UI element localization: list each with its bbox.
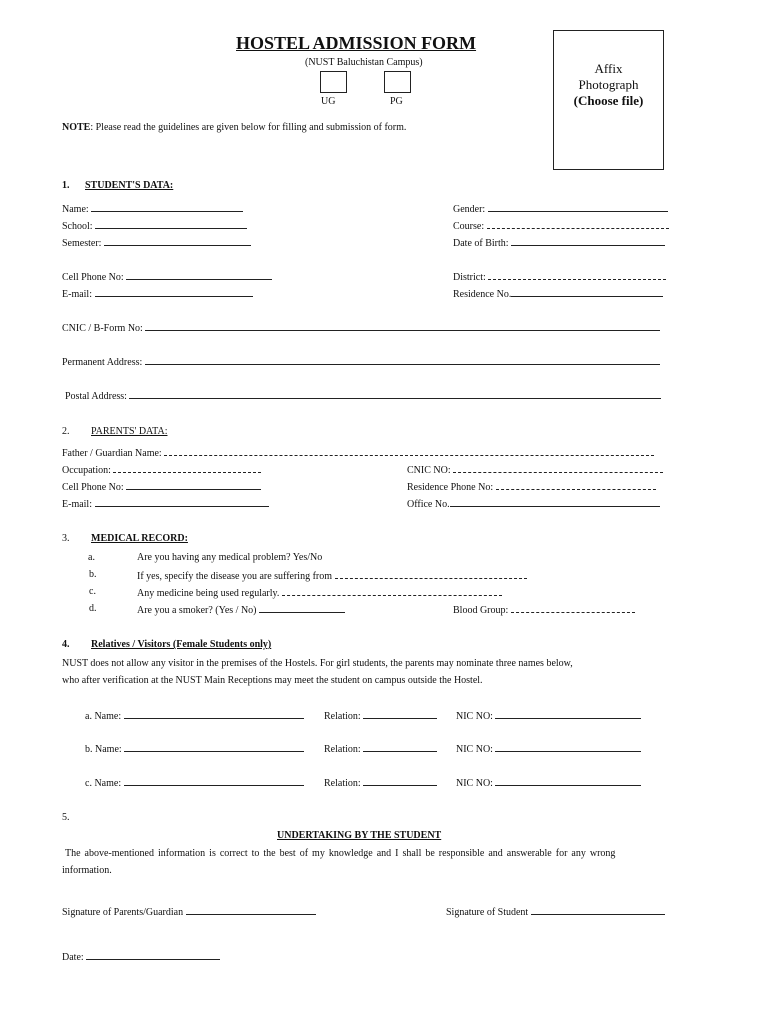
visitor-b-relation-field[interactable] bbox=[324, 742, 437, 755]
student-name-line[interactable] bbox=[91, 202, 243, 212]
campus-subtitle: (NUST Baluchistan Campus) bbox=[305, 57, 423, 68]
medical-b-field[interactable] bbox=[137, 569, 527, 582]
visitor-b-name-line[interactable] bbox=[124, 742, 304, 752]
student-course-label: Course: bbox=[453, 221, 485, 232]
parent-signature-field[interactable] bbox=[62, 905, 316, 918]
student-gender-line[interactable] bbox=[488, 202, 668, 212]
residence-phone-label: Residence Phone No: bbox=[407, 482, 494, 493]
student-email-field[interactable] bbox=[62, 287, 253, 300]
section3-title: MEDICAL RECORD: bbox=[91, 533, 188, 544]
visitor-a-nic-label: NIC NO: bbox=[456, 711, 493, 722]
visitor-b-nic-label: NIC NO: bbox=[456, 744, 493, 755]
visitor-c-relation-line[interactable] bbox=[363, 776, 437, 786]
form-title: HOSTEL ADMISSION FORM bbox=[236, 33, 477, 53]
visitor-b-name-field[interactable] bbox=[85, 742, 304, 755]
permanent-address-label: Permanent Address: bbox=[62, 357, 143, 368]
visitor-c-name-line[interactable] bbox=[124, 776, 304, 786]
occupation-label: Occupation: bbox=[62, 465, 111, 476]
student-cnic-label: CNIC / B-Form No: bbox=[62, 323, 143, 334]
visitor-a-relation-line[interactable] bbox=[363, 709, 437, 719]
medical-d-question: Are you a smoker? (Yes / No) bbox=[137, 605, 257, 616]
parent-email-line[interactable] bbox=[95, 497, 269, 507]
occupation-line[interactable] bbox=[113, 463, 261, 473]
parent-email-label: E-mail: bbox=[62, 499, 92, 510]
visitor-a-relation-field[interactable] bbox=[324, 709, 437, 722]
visitor-a-name-label: a. Name: bbox=[85, 711, 122, 722]
section3-number: 3. bbox=[62, 533, 70, 544]
student-school-line[interactable] bbox=[95, 219, 247, 229]
section2-title: PARENTS' DATA: bbox=[91, 426, 168, 437]
medical-b-line[interactable] bbox=[335, 569, 527, 579]
parent-cnic-line[interactable] bbox=[453, 463, 663, 473]
student-signature-field[interactable] bbox=[446, 905, 665, 918]
visitor-b-nic-field[interactable] bbox=[456, 742, 641, 755]
parent-cnic-label: CNIC NO: bbox=[407, 465, 451, 476]
medical-d-field[interactable] bbox=[137, 603, 345, 616]
postal-address-label: Postal Address: bbox=[65, 391, 127, 402]
visitor-b-nic-line[interactable] bbox=[495, 742, 641, 752]
photo-box[interactable] bbox=[553, 30, 664, 170]
student-name-field[interactable] bbox=[62, 202, 243, 215]
date-field[interactable] bbox=[62, 950, 220, 963]
parent-cell-field[interactable] bbox=[62, 480, 261, 493]
student-semester-line[interactable] bbox=[104, 236, 251, 246]
student-name-label: Name: bbox=[62, 204, 89, 215]
note bbox=[62, 122, 406, 133]
student-cnic-field[interactable] bbox=[62, 321, 660, 334]
visitor-a-nic-field[interactable] bbox=[456, 709, 641, 722]
note-label: NOTE bbox=[62, 122, 91, 133]
photo-photograph-text: Photograph bbox=[578, 77, 639, 92]
visitor-policy-line1: NUST does not allow any visitor in the premises of the Hostels. For girl students, the parents may nominate three names below, bbox=[62, 658, 573, 669]
medical-c-field[interactable] bbox=[137, 586, 502, 599]
student-gender-field[interactable] bbox=[453, 202, 668, 215]
student-cell-line[interactable] bbox=[126, 270, 272, 280]
medical-a-question: Are you having any medical problem? Yes/No bbox=[137, 552, 323, 563]
visitor-c-nic-line[interactable] bbox=[495, 776, 641, 786]
visitor-c-name-label: c. Name: bbox=[85, 778, 122, 789]
student-district-line[interactable] bbox=[488, 270, 666, 280]
parent-cell-label: Cell Phone No: bbox=[62, 482, 124, 493]
guardian-name-line[interactable] bbox=[164, 446, 654, 456]
student-semester-field[interactable] bbox=[62, 236, 251, 249]
visitor-policy-line2: who after verification at the NUST Main Receptions may meet the student on campus outside the Hostel. bbox=[62, 675, 483, 686]
blood-group-field[interactable] bbox=[453, 603, 635, 616]
visitor-b-relation-line[interactable] bbox=[363, 742, 437, 752]
parent-email-field[interactable] bbox=[62, 497, 269, 510]
student-signature-label: Signature of Student bbox=[446, 907, 529, 918]
student-residence-line[interactable] bbox=[511, 287, 663, 297]
visitor-a-relation-label: Relation: bbox=[324, 711, 361, 722]
office-no-field[interactable] bbox=[407, 497, 660, 510]
parent-signature-label: Signature of Parents/Guardian bbox=[62, 907, 184, 918]
blood-group-line[interactable] bbox=[511, 603, 635, 613]
student-district-label: District: bbox=[453, 272, 486, 283]
postal-address-field[interactable] bbox=[65, 389, 661, 402]
student-district-field[interactable] bbox=[453, 270, 666, 283]
section1-title: STUDENT'S DATA: bbox=[85, 180, 174, 191]
visitor-c-relation-label: Relation: bbox=[324, 778, 361, 789]
medical-c-question: Any medicine being used regularly. bbox=[137, 588, 280, 599]
office-no-line[interactable] bbox=[450, 497, 660, 507]
student-cnic-line[interactable] bbox=[145, 321, 660, 331]
medical-d-line[interactable] bbox=[259, 603, 345, 613]
student-dob-label: Date of Birth: bbox=[453, 238, 509, 249]
student-gender-label: Gender: bbox=[453, 204, 486, 215]
medical-d-marker: d. bbox=[89, 603, 97, 614]
student-cell-label: Cell Phone No: bbox=[62, 272, 124, 283]
visitor-a-name-field[interactable] bbox=[85, 709, 304, 722]
note-text: : Please read the guidelines are given below for filling and submission of form. bbox=[90, 122, 407, 133]
student-semester-label: Semester: bbox=[62, 238, 102, 249]
date-label: Date: bbox=[62, 952, 84, 963]
ug-checkbox[interactable] bbox=[320, 71, 347, 93]
ug-label: UG bbox=[321, 96, 336, 107]
section5-number: 5. bbox=[62, 812, 70, 823]
medical-c-line[interactable] bbox=[282, 586, 502, 596]
guardian-name-label: Father / Guardian Name: bbox=[62, 448, 162, 459]
student-residence-field[interactable] bbox=[453, 287, 663, 300]
section2-number: 2. bbox=[62, 426, 70, 437]
residence-phone-line[interactable] bbox=[496, 480, 656, 490]
student-email-line[interactable] bbox=[95, 287, 253, 297]
medical-a-marker: a. bbox=[88, 552, 95, 563]
residence-phone-field[interactable] bbox=[407, 480, 656, 493]
student-dob-field[interactable] bbox=[453, 236, 665, 249]
student-dob-line[interactable] bbox=[511, 236, 665, 246]
medical-b-marker: b. bbox=[89, 569, 97, 580]
parent-cell-line[interactable] bbox=[126, 480, 261, 490]
student-cell-field[interactable] bbox=[62, 270, 272, 283]
student-residence-label: Residence No. bbox=[453, 289, 512, 300]
student-school-label: School: bbox=[62, 221, 93, 232]
blood-group-label: Blood Group: bbox=[453, 605, 509, 616]
pg-label: PG bbox=[390, 96, 403, 107]
parent-cnic-field[interactable] bbox=[407, 463, 663, 476]
student-course-line[interactable] bbox=[487, 219, 669, 229]
student-course-field[interactable] bbox=[453, 219, 669, 232]
undertaking-title: UNDERTAKING BY THE STUDENT bbox=[277, 830, 442, 841]
office-no-label: Office No. bbox=[407, 499, 450, 510]
guardian-name-field[interactable] bbox=[62, 446, 654, 459]
visitor-c-name-field[interactable] bbox=[85, 776, 304, 789]
date-line[interactable] bbox=[86, 950, 220, 960]
medical-c-marker: c. bbox=[89, 586, 96, 597]
pg-checkbox[interactable] bbox=[384, 71, 411, 93]
visitor-b-name-label: b. Name: bbox=[85, 744, 122, 755]
student-signature-line[interactable] bbox=[531, 905, 665, 915]
visitor-c-nic-label: NIC NO: bbox=[456, 778, 493, 789]
postal-address-line[interactable] bbox=[129, 389, 661, 399]
visitor-c-nic-field[interactable] bbox=[456, 776, 641, 789]
visitor-b-relation-label: Relation: bbox=[324, 744, 361, 755]
visitor-c-relation-field[interactable] bbox=[324, 776, 437, 789]
photo-affix-text: Affix bbox=[594, 61, 623, 76]
parent-signature-line[interactable] bbox=[186, 905, 316, 915]
permanent-address-field[interactable] bbox=[62, 355, 660, 368]
student-school-field[interactable] bbox=[62, 219, 247, 232]
student-email-label: E-mail: bbox=[62, 289, 92, 300]
permanent-address-line[interactable] bbox=[145, 355, 660, 365]
visitor-a-name-line[interactable] bbox=[124, 709, 304, 719]
section1-number: 1. bbox=[62, 180, 70, 191]
undertaking-text-line1: The above-mentioned information is correct to the best of my knowledge and I shall be responsible and answerable for any wrong bbox=[65, 848, 616, 859]
undertaking-text-line2: information. bbox=[62, 865, 112, 876]
section4-title: Relatives / Visitors (Female Students only) bbox=[91, 639, 272, 650]
choose-file-button[interactable]: (Choose file) bbox=[573, 93, 644, 108]
medical-b-question: If yes, specify the disease you are suffering from bbox=[137, 571, 333, 582]
occupation-field[interactable] bbox=[62, 463, 261, 476]
visitor-a-nic-line[interactable] bbox=[495, 709, 641, 719]
section4-number: 4. bbox=[62, 639, 70, 650]
